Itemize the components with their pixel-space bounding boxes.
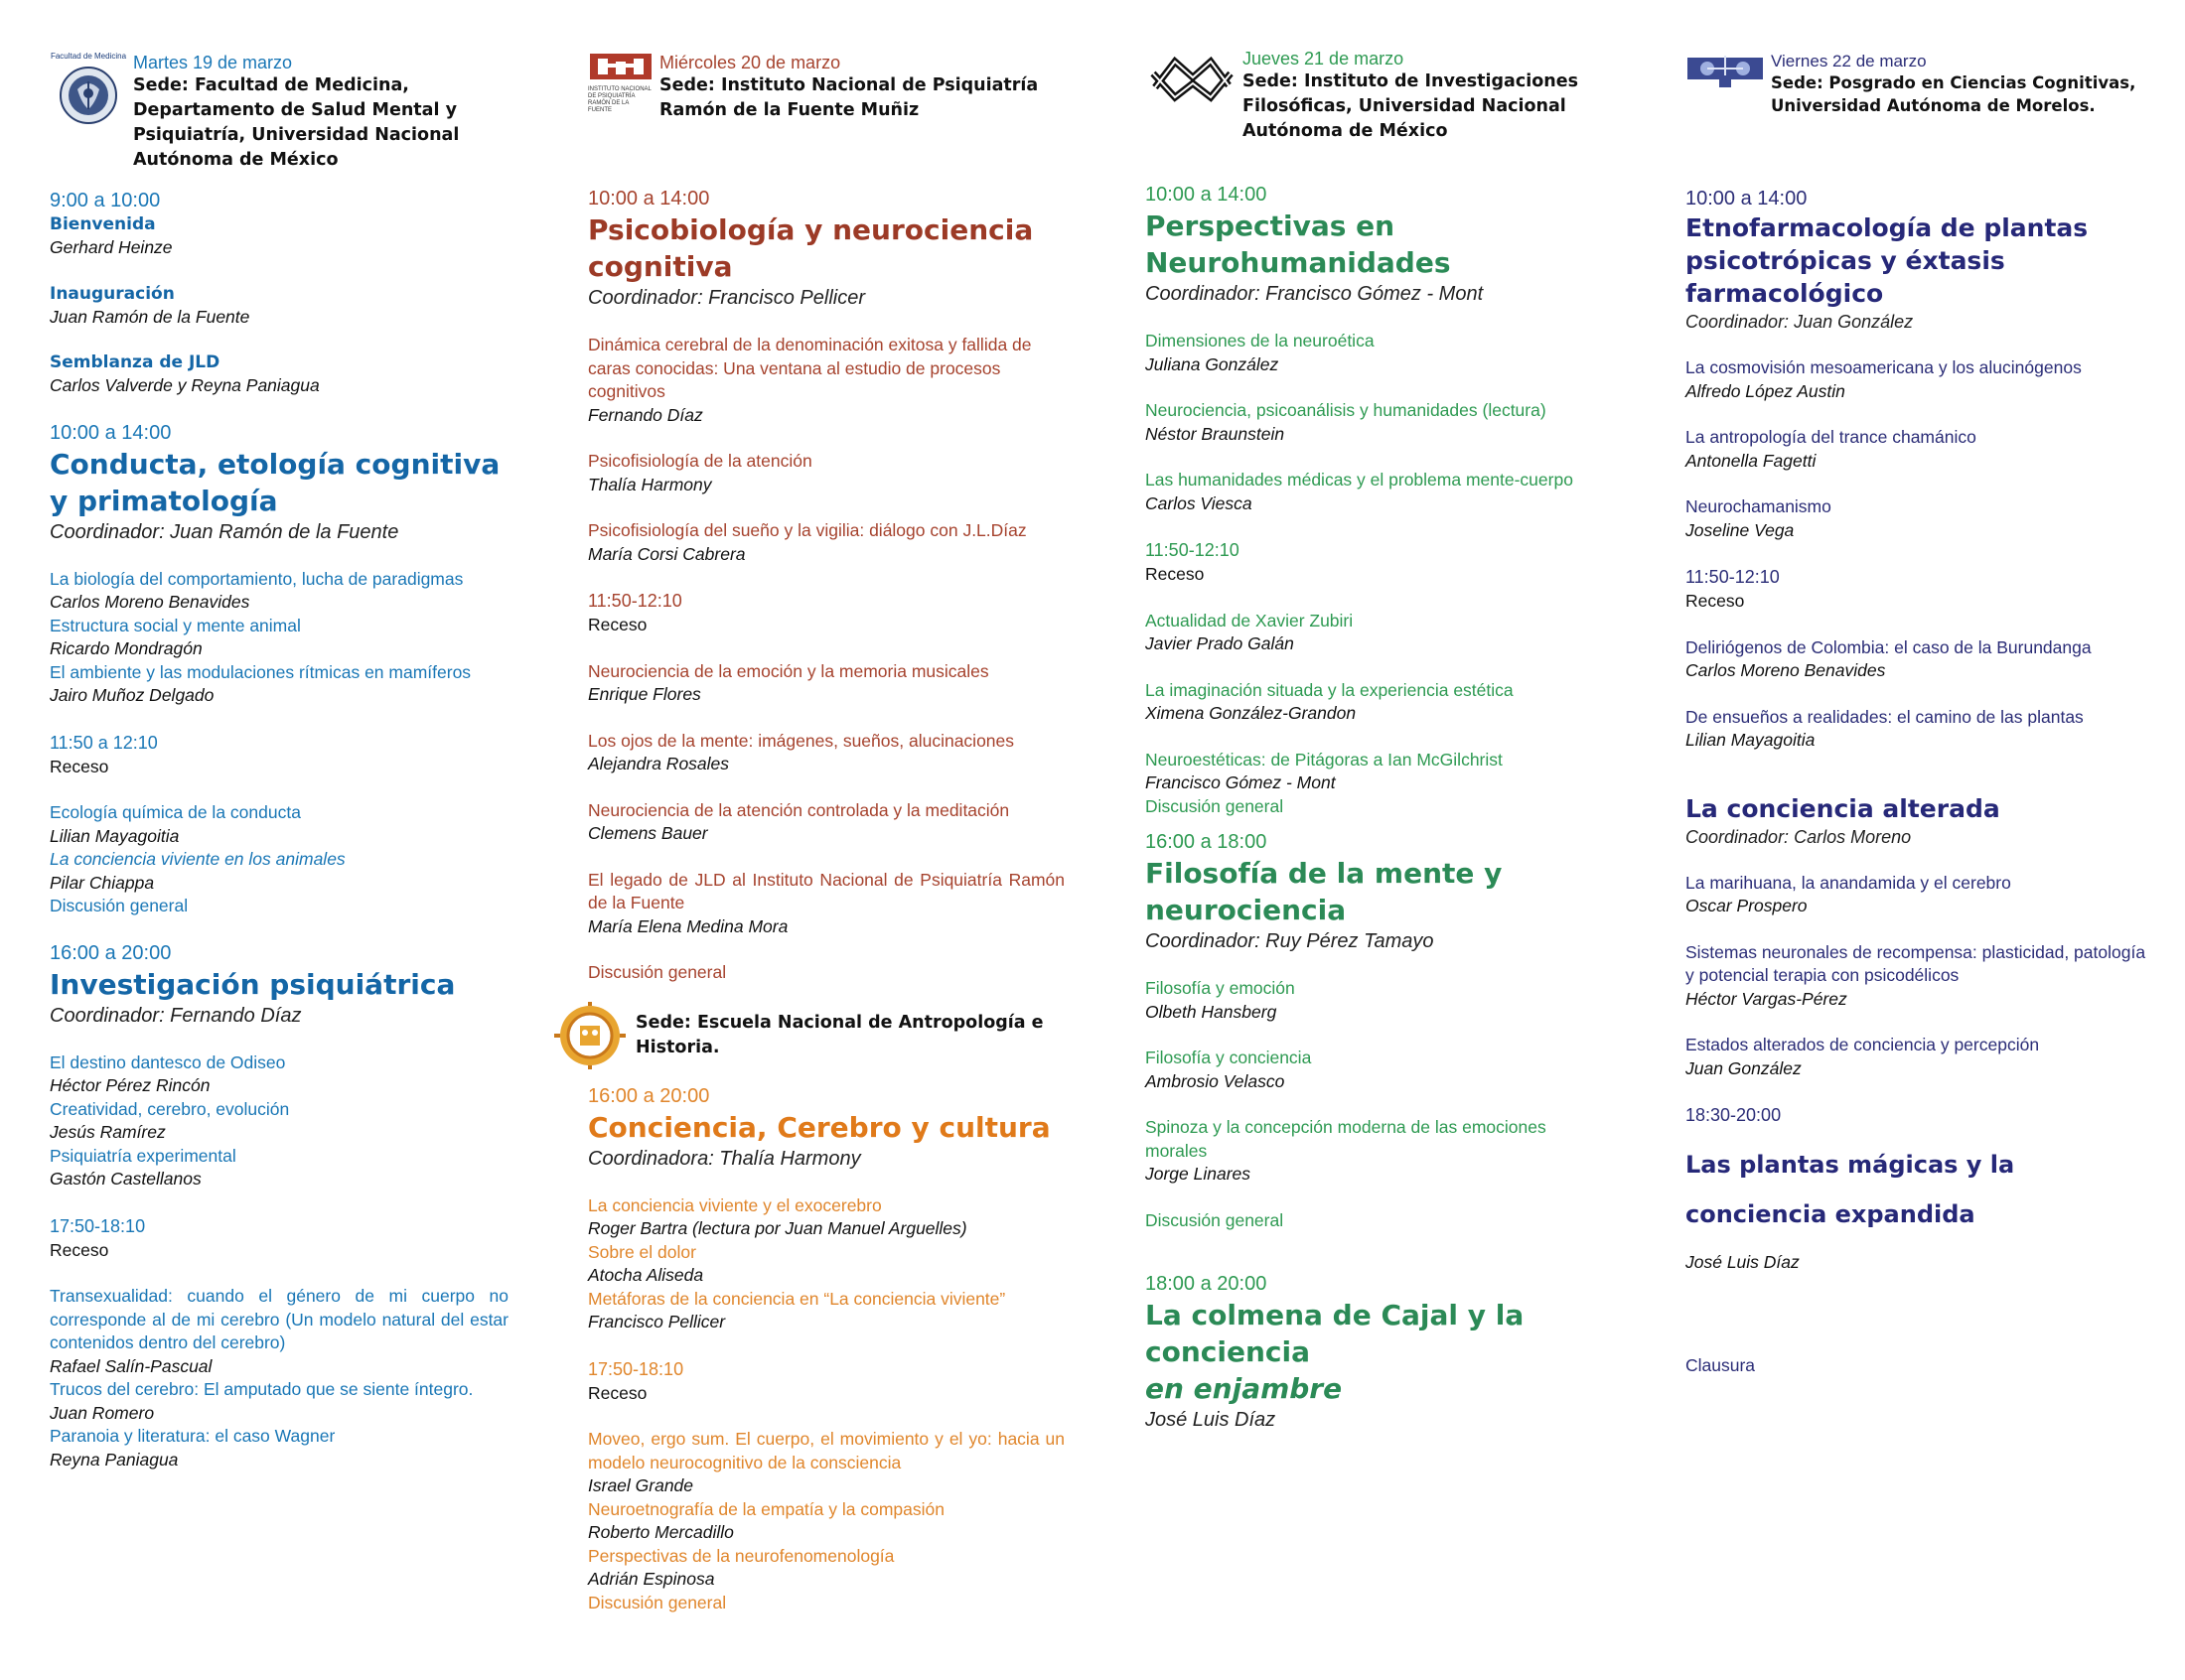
time-slot: 16:00 a 20:00 [588, 1084, 710, 1107]
talk-title: Trucos del cerebro: El amputado que se siente íntegro. [50, 1379, 474, 1399]
talk-title: Sobre el dolor [588, 1241, 696, 1262]
talk-title: Estados alterados de conciencia y percepción [1685, 1035, 2040, 1054]
time-slot: 11:50-12:10 [1685, 567, 1780, 587]
talk-title: Actualidad de Xavier Zubiri [1145, 610, 1354, 630]
talk-title: Transexualidad: cuando el género de mi cuerpo no corresponde al de mi cerebro (Un modelo natural del estar contenidos dentro del cerebro) [50, 1286, 509, 1352]
talk-title: Neuroetnografía de la empatía y la compasión [588, 1498, 945, 1519]
session-coordinator: Coordinador: Ruy Pérez Tamayo [1145, 930, 1434, 952]
talk-title: Neurociencia de la emoción y la memoria musicales [588, 660, 989, 681]
break-label: Receso [588, 1382, 648, 1403]
discussion-label: Discusión general [50, 896, 189, 915]
time-slot: 10:00 a 14:00 [50, 421, 172, 444]
session-title: Las plantas mágicas y la conciencia expandida [1685, 1151, 2015, 1228]
speaker-name: Ambrosio Velasco [1145, 1070, 1285, 1091]
speaker-name: Javier Prado Galán [1145, 633, 1294, 653]
shield-icon [50, 64, 127, 127]
speaker-name: Clemens Bauer [588, 823, 708, 843]
session-title: La conciencia alterada [1685, 793, 2000, 823]
break-label: Receso [588, 615, 648, 634]
speaker-name: Alfredo López Austin [1685, 380, 1845, 401]
speaker-name: Héctor Pérez Rincón [50, 1075, 211, 1095]
speaker-name: Gerhard Heinze [50, 237, 173, 257]
speaker-name: Lilian Mayagoitia [50, 825, 180, 846]
time-slot: 10:00 a 14:00 [1145, 184, 1267, 206]
time-slot: 16:00 a 20:00 [50, 941, 172, 964]
venue: Sede: Escuela Nacional de Antropología e Historia. [636, 1012, 1044, 1057]
day-date: Miércoles 20 de marzo [659, 53, 841, 72]
speaker-name: Rafael Salín-Pascual [50, 1355, 213, 1376]
speaker-name: José Luis Díaz [1145, 1409, 1276, 1431]
speaker-name: José Luis Díaz [1685, 1252, 1800, 1272]
talk-title: La antropología del trance chamánico [1685, 427, 1976, 447]
building-icon [588, 52, 654, 81]
speaker-name: Alejandra Rosales [588, 754, 730, 773]
talk-title: El destino dantesco de Odiseo [50, 1051, 286, 1072]
speaker-name: Oscar Prospero [1685, 896, 1808, 915]
facultad-medicina-logo [50, 52, 127, 132]
session-title: Etnofarmacología de plantas psicotrópicas y éxtasis farmacológico [1685, 213, 2089, 308]
talk-title: Filosofía y conciencia [1145, 1048, 1312, 1067]
talk-title: Estructura social y mente animal [50, 615, 301, 635]
network-icon [1685, 52, 1765, 91]
session-coordinator: Coordinador: Francisco Gómez - Mont [1145, 283, 1484, 305]
talk-title: Neurociencia, psicoanálisis y humanidades (lectura) [1145, 400, 1546, 420]
instituto-psiquiatria-logo [588, 52, 654, 114]
speaker-name: Reyna Paniagua [50, 1449, 179, 1470]
session-coordinator: Coordinador: Francisco Pellicer [588, 287, 866, 309]
time-slot: 18:00 a 20:00 [1145, 1273, 1267, 1295]
day-header [588, 52, 1065, 171]
knot-icon [1145, 48, 1237, 113]
speaker-name: Ricardo Mondragón [50, 638, 203, 658]
talk-title: La imaginación situada y la experiencia estética [1145, 679, 1514, 700]
day-date: Viernes 22 de marzo [1771, 52, 1927, 70]
discussion-label: Discusión general [588, 962, 727, 982]
speaker-name: Carlos Moreno Benavides [1685, 660, 1886, 680]
speaker-name: Roger Bartra (lectura por Juan Manuel Arguelles) [588, 1218, 967, 1238]
speaker-name: Pilar Chiappa [50, 872, 155, 893]
talk-title: Neurochamanismo [1685, 496, 1831, 516]
talk-title: Spinoza y la concepción moderna de las emociones morales [1145, 1117, 1546, 1161]
second-venue [552, 1001, 1065, 1070]
time-slot: 10:00 a 14:00 [1685, 188, 1808, 210]
speaker-name: Israel Grande [588, 1475, 694, 1495]
day-header [1145, 48, 1612, 167]
session-title: Conducta, etología cognitiva y primatología [50, 447, 501, 517]
session-title: La colmena de Cajal y la conciencia [1145, 1299, 1525, 1368]
discussion-label: Discusión general [588, 1592, 727, 1612]
venue: Sede: Instituto Nacional de Psiquiatría Ramón de la Fuente Muñiz [659, 75, 1039, 120]
speaker-name: Atocha Aliseda [588, 1265, 704, 1285]
talk-title: Los ojos de la mente: imágenes, sueños, alucinaciones [588, 730, 1015, 751]
day-header [1685, 52, 2152, 171]
discussion-label: Discusión general [1145, 795, 1284, 816]
session-title-italic: en enjambre [1145, 1372, 1343, 1405]
speaker-name: Lilian Mayagoitia [1685, 730, 1816, 750]
speaker-name: Francisco Gómez - Mont [1145, 772, 1336, 792]
talk-title: La biología del comportamiento, lucha de paradigmas [50, 568, 464, 589]
talk-title: Perspectivas de la neurofenomenología [588, 1545, 895, 1566]
talk-title: El ambiente y las modulaciones rítmicas en mamíferos [50, 661, 472, 682]
talk-title: Neurociencia de la atención controlada y la meditación [588, 799, 1010, 820]
session-title: Perspectivas en Neurohumanidades [1145, 210, 1451, 279]
uaem-logo [1685, 52, 1765, 96]
closing-label: Clausura [1685, 1354, 1756, 1375]
talk-title: Ecología química de la conducta [50, 802, 301, 822]
talk-title: Sistemas neuronales de recompensa: plasticidad, patología y potencial terapia con psicodélicos [1685, 941, 2146, 985]
speaker-name: Gastón Castellanos [50, 1169, 202, 1189]
speaker-name: Olbeth Hansberg [1145, 1001, 1277, 1022]
time-slot: 17:50-18:10 [50, 1215, 146, 1236]
talk-title: Dinámica cerebral de la denominación exitosa y fallida de caras conocidas: Una ventana al estudio de procesos cognitivos [588, 335, 1032, 401]
speaker-name: Carlos Moreno Benavides [50, 592, 250, 612]
time-slot: 11:50 a 12:10 [50, 732, 158, 753]
talk-title: Filosofía y emoción [1145, 978, 1295, 998]
talk-title: Psicofisiología de la atención [588, 451, 812, 471]
break-label: Receso [50, 756, 109, 776]
column-friday [1685, 52, 2152, 1377]
speaker-name: Carlos Viesca [1145, 492, 1252, 513]
break-label: Receso [1685, 591, 1745, 611]
break-label: Receso [50, 1239, 109, 1260]
speaker-name: María Corsi Cabrera [588, 543, 746, 564]
talk-title: De ensueños a realidades: el camino de las plantas [1685, 706, 2084, 727]
talk-title: Deliriógenos de Colombia: el caso de la Burundanga [1685, 636, 2092, 657]
talk-title: La cosmovisión mesoamericana y los alucinógenos [1685, 357, 2082, 377]
speaker-name: Fernando Díaz [588, 404, 703, 425]
speaker-name: Ximena González-Grandon [1145, 703, 1357, 723]
break-label: Receso [1145, 564, 1205, 584]
speaker-name: Néstor Braunstein [1145, 423, 1285, 444]
column-tuesday [50, 52, 509, 1471]
time-slot: 16:00 a 18:00 [1145, 831, 1267, 853]
speaker-name: Jesús Ramírez [50, 1122, 166, 1142]
logo-caption: INSTITUTO NACIONAL DE PSIQUIATRÍA RAMÓN DE LA FUENTE [588, 86, 652, 113]
bienvenida-label: Bienvenida [50, 214, 156, 234]
speaker-name: Joseline Vega [1685, 519, 1795, 540]
day-date: Martes 19 de marzo [133, 53, 293, 72]
discussion-label: Discusión general [1145, 1209, 1284, 1230]
time-slot: 18:30-20:00 [1685, 1105, 1782, 1125]
speaker-name: Carlos Valverde y Reyna Paniagua [50, 375, 320, 395]
session-title: Psicobiología y neurociencia cognitiva [588, 213, 1034, 283]
logo-caption: Facultad de Medicina [50, 52, 127, 61]
speaker-name: Juan Romero [50, 1402, 155, 1423]
day-header [50, 52, 509, 173]
time-slot: 11:50-12:10 [588, 591, 682, 611]
speaker-name: Enrique Flores [588, 684, 701, 704]
iif-unam-logo [1145, 48, 1237, 118]
semblanza-label: Semblanza de JLD [50, 352, 220, 372]
time-slot: 10:00 a 14:00 [588, 188, 710, 210]
time-slot: 9:00 a 10:00 [50, 190, 161, 211]
speaker-name: Juliana González [1145, 353, 1279, 374]
session-title: Conciencia, Cerebro y cultura [588, 1110, 1051, 1144]
venue: Sede: Facultad de Medicina, Departamento de Salud Mental y Psiquiatría, Universidad Nacional Autónoma de México [133, 75, 460, 170]
session-coordinator: Coordinador: Fernando Díaz [50, 1004, 302, 1027]
talk-title: Metáforas de la conciencia en “La conciencia viviente” [588, 1288, 1006, 1309]
talk-title: Las humanidades médicas y el problema mente-cuerpo [1145, 470, 1573, 490]
talk-title: El legado de JLD al Instituto Nacional de Psiquiatría Ramón de la Fuente [588, 869, 1065, 912]
session-coordinator: Coordinadora: Thalía Harmony [588, 1147, 861, 1170]
talk-title: Psiquiatría experimental [50, 1145, 236, 1166]
time-slot: 11:50-12:10 [1145, 540, 1239, 560]
talk-title: La conciencia viviente y el exocerebro [588, 1194, 882, 1215]
speaker-name: Adrián Espinosa [588, 1569, 715, 1589]
session-title: Investigación psiquiátrica [50, 967, 456, 1001]
speaker-name: Juan Ramón de la Fuente [50, 306, 250, 327]
talk-title: La marihuana, la anandamida y el cerebro [1685, 872, 2011, 893]
speaker-name: Jorge Linares [1145, 1164, 1251, 1184]
speaker-name: Roberto Mercadillo [588, 1522, 734, 1542]
day-date: Jueves 21 de marzo [1242, 49, 1404, 69]
talk-title: Paranoia y literatura: el caso Wagner [50, 1426, 336, 1446]
talk-title: Creatividad, cerebro, evolución [50, 1098, 290, 1119]
session-coordinator: Coordinador: Juan Ramón de la Fuente [50, 520, 399, 543]
speaker-name: Antonella Fagetti [1685, 450, 1817, 471]
speaker-name: María Elena Medina Mora [588, 915, 789, 936]
talk-title: La conciencia viviente en los animales [50, 849, 346, 869]
column-thursday [1145, 48, 1612, 1433]
inauguracion-label: Inauguración [50, 283, 175, 304]
speaker-name: Thalía Harmony [588, 474, 712, 494]
venue: Sede: Posgrado en Ciencias Cognitivas, Universidad Autónoma de Morelos. [1771, 73, 2136, 115]
column-wednesday [588, 52, 1065, 1614]
session-title: Filosofía de la mente y neurociencia [1145, 857, 1503, 926]
talk-title: Moveo, ergo sum. El cuerpo, el movimiento y el yo: hacia un modelo neurocognitivo de la consciencia [588, 1429, 1065, 1472]
venue: Sede: Instituto de Investigaciones Filosóficas, Universidad Nacional Autónoma de México [1242, 71, 1579, 141]
speaker-name: Francisco Pellicer [588, 1312, 726, 1331]
speaker-name: Héctor Vargas-Pérez [1685, 988, 1847, 1009]
aztec-sun-icon [552, 1001, 628, 1070]
talk-title: Psicofisiología del sueño y la vigilia: diálogo con J.L.Díaz [588, 520, 1027, 540]
session-coordinator: Coordinador: Juan González [1685, 312, 1914, 332]
speaker-name: Juan González [1685, 1057, 1802, 1078]
speaker-name: Jairo Muñoz Delgado [50, 685, 215, 705]
session-coordinator: Coordinador: Carlos Moreno [1685, 826, 1912, 847]
talk-title: Dimensiones de la neuroética [1145, 331, 1375, 350]
time-slot: 17:50-18:10 [588, 1358, 684, 1379]
talk-title: Neuroestéticas: de Pitágoras a Ian McGilchrist [1145, 749, 1503, 770]
